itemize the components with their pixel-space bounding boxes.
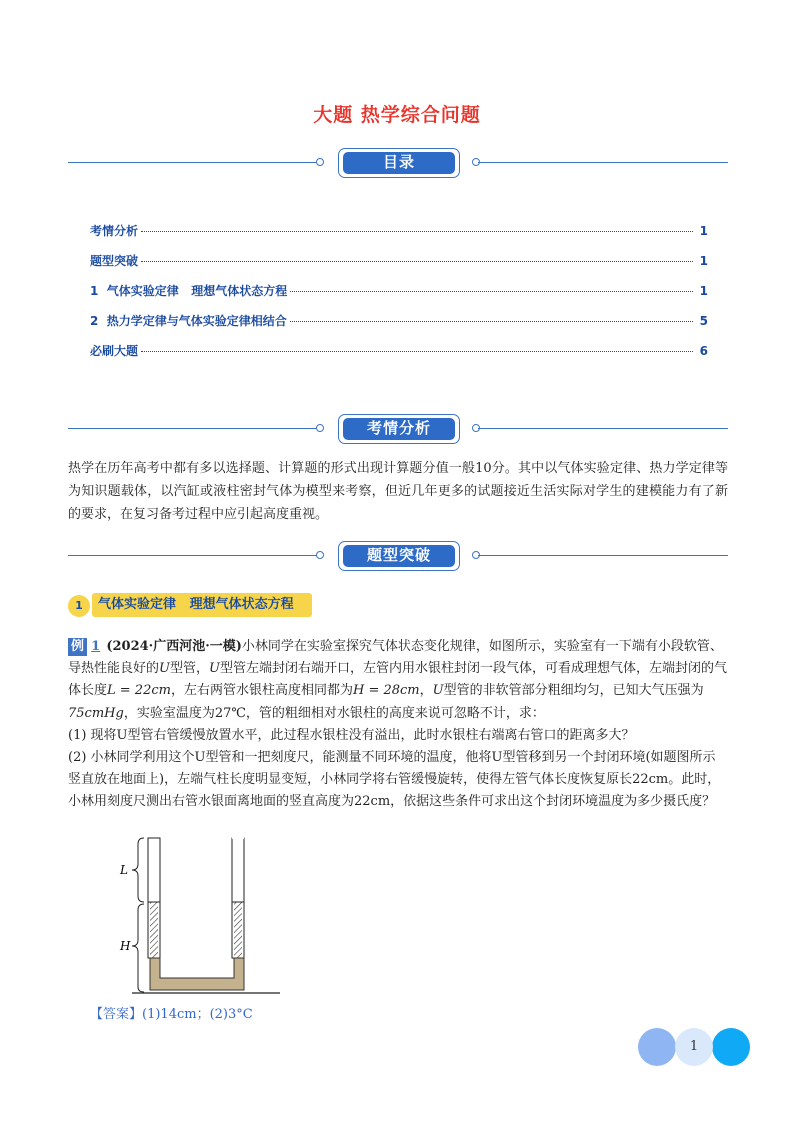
page-number-badge (638, 1028, 752, 1068)
toc-item-label: 题型突破 (90, 254, 139, 268)
problem-text: ， (419, 683, 433, 699)
var-l: L = 22cm (107, 683, 171, 699)
toc-item-label: 必刷大题 (90, 344, 139, 358)
subsection-number: 1 (68, 595, 90, 617)
label-h: H (120, 939, 131, 953)
toc-item[interactable] (90, 342, 708, 372)
toc-item[interactable] (90, 312, 708, 342)
u-tube-diagram (110, 830, 300, 1000)
breakthrough-header-label: 题型突破 (343, 545, 455, 567)
answer (90, 1003, 253, 1022)
toc-item-page: 1 (699, 254, 708, 268)
toc-item-label: 1 气体实验定律 理想气体状态方程 (90, 284, 288, 298)
var-u: U (432, 683, 444, 699)
problem-statement (68, 636, 728, 725)
toc-item-label: 2 热力学定律与气体实验定律相结合 (90, 314, 287, 328)
toc-item-label: 考情分析 (90, 224, 139, 238)
toc-item-page: 1 (699, 224, 708, 238)
toc-item[interactable] (90, 222, 708, 252)
example-number: 1 (91, 639, 101, 654)
label-l: L (120, 863, 128, 877)
analysis-section-header (68, 412, 728, 446)
problem-text: 型管的非软管部分粗细均匀，已知大气压强为 (443, 683, 704, 699)
toc-item-page: 1 (699, 284, 708, 298)
analysis-paragraph: 热学在历年高考中都有多以选择题、计算题的形式出现计算题分值一般10分。其中以气体实验定律、热力学定律等为知识题载体，以汽缸或液柱密封气体为模型来考察，但近几年更多的试题接近生活实际对学生的建模能力有了新的要求，在复习备考过程中应引起高度重视。 (68, 461, 728, 522)
question-2: (2) 小林同学利用这个U型管和一把刻度尺，能测量不同环境的温度，他将U型管移到另一个封闭环境(如题图所示竖直放在地面上)，左端气柱长度明显变短，小林同学将右管缓慢旋转，使得左管气体长度恢复原长22cm。此时，小林用刻度尺测出右管水银面离地面的竖直高度为22cm，依据这些条件可求出这个封闭环境温度为多少摄氏度？ (68, 750, 721, 810)
table-of-contents (90, 222, 708, 372)
toc-item[interactable] (90, 282, 708, 312)
question-1: (1) 现将U型管右管缓慢放置水平，此过程水银柱没有溢出，此时水银柱右端离右管口的距离多大？ (68, 727, 635, 743)
problem-text: 小林同学在实验室探究气体状态变化规律，如图所示，实验室有一下端有小段软管、导热性能良好的 (68, 639, 723, 677)
analysis-header-label: 考情分析 (343, 418, 455, 440)
breakthrough-section-header (68, 539, 728, 573)
problem-text: ，实验室温度为27℃，管的粗细相对水银柱的高度来说可忽略不计，求： (123, 705, 545, 721)
toc-header-label: 目录 (343, 152, 455, 174)
example-tag: 例 (68, 638, 87, 656)
problem-text: 型管， (169, 661, 209, 677)
var-u: U (209, 661, 220, 677)
page-number: 1 (675, 1028, 713, 1066)
problem-text: ，左右两管水银柱高度相同都为 (170, 683, 353, 699)
subsection-title: 气体实验定律 理想气体状态方程 (92, 593, 312, 617)
subsection-heading (68, 592, 314, 620)
pressure-value: 75cmHg (68, 705, 124, 721)
toc-item-page: 5 (699, 314, 708, 328)
example-problem (68, 636, 728, 814)
document-title: 大题 热学综合问题 (313, 104, 481, 126)
var-u: U (159, 661, 170, 677)
answer-label: 【答案】 (90, 1007, 143, 1022)
var-h: H = 28cm (352, 683, 420, 699)
example-source: (2024·广西河池·一模) (106, 639, 242, 654)
toc-item[interactable] (90, 252, 708, 282)
answer-text: (1)14cm；(2)3°C (142, 1007, 253, 1022)
problem-text: 型管左端封闭右端开口，左管内用水银柱封闭一段气体，可看成理想气体，左端封闭的气体长度 (68, 661, 727, 699)
toc-item-page: 6 (699, 344, 708, 358)
toc-section-header (68, 146, 728, 180)
